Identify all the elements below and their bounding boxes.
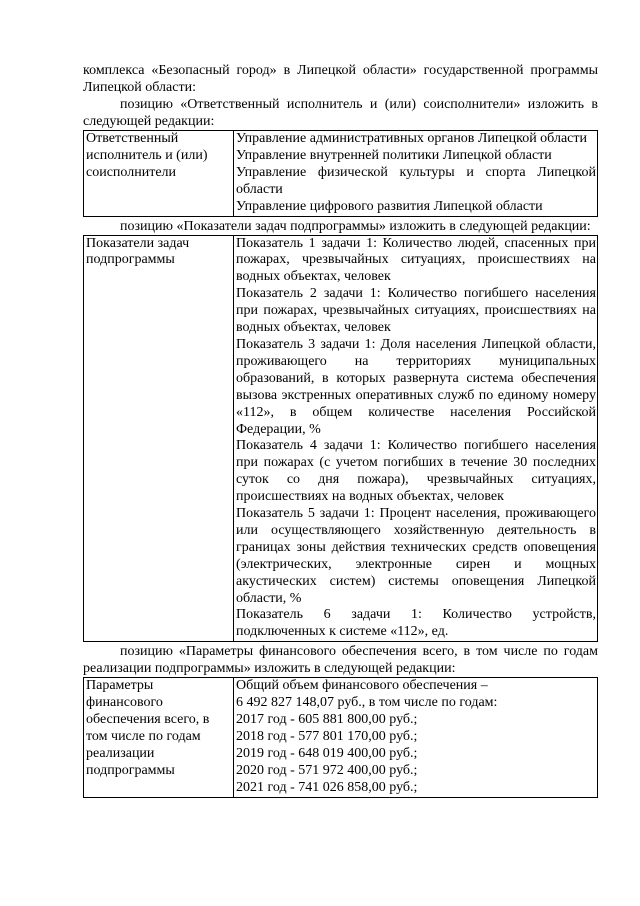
- table-label-cell: Ответственный исполнитель и (или) соисполнители: [84, 131, 234, 217]
- list-item: 2017 год - 605 881 800,00 руб.;: [236, 712, 418, 728]
- table-row: [84, 235, 598, 642]
- list-item: Управление внутренней политики Липецкой области: [236, 147, 552, 163]
- table-financing: [83, 677, 598, 797]
- list-item: Показатель 5 задачи 1: Процент населения, проживающего или осуществляющего хозяйственную деятельность в границах зоны действия технических средств оповещения (электрических, электронные сирен и мощных акустических систем) системы оповещения Липецкой области, %: [236, 506, 596, 606]
- list-item: Показатель 2 задачи 1: Количество погибшего населения при пожарах, чрезвычайных ситуациях, происшествиях на водных объектах, человек: [236, 286, 596, 336]
- table-row: [84, 678, 598, 797]
- list-item: Управление цифрового развития Липецкой области: [236, 198, 543, 214]
- list-item: 2019 год - 648 019 400,00 руб.;: [236, 745, 418, 761]
- instruction-responsible: позицию «Ответственный исполнитель и (или) соисполнители» изложить в следующей редакции:: [83, 97, 598, 129]
- list-item: 2020 год - 571 972 400,00 руб.;: [236, 762, 418, 778]
- table-row: [84, 131, 598, 217]
- instruction-financing: позицию «Параметры финансового обеспечения всего, в том числе по годам реализации подпрограммы» изложить в следующей редакции:: [83, 644, 598, 677]
- list-item: Управление административных органов Липецкой области: [236, 131, 587, 146]
- document-page: [83, 62, 598, 798]
- table-value-cell: [234, 235, 598, 642]
- list-item: Показатель 4 задачи 1: Количество погибшего населения при пожарах (с учетом погибших в течение 30 последних суток со дня пожара), чрезвычайных ситуациях, происшествиях на водных объектах, человек: [236, 438, 596, 505]
- list-item: Показатель 3 задачи 1: Доля населения Липецкой области, проживающего на территориях муниципальных образований, в которых развернута система обеспечения вызова экстренных оперативных служб по единому номеру «112», в общем количестве населения Российской Федерации, %: [236, 336, 596, 437]
- table-label-cell: Показатели задач подпрограммы: [84, 235, 234, 642]
- instruction-indicators: позицию «Показатели задач подпрограммы» изложить в следующей редакции:: [120, 218, 591, 234]
- table-label-cell: Параметры финансового обеспечения всего, в том числе по годам реализации подпрограммы: [84, 678, 234, 797]
- list-item: 2018 год - 577 801 170,00 руб.;: [236, 729, 418, 744]
- list-item: 6 492 827 148,07 руб., в том числе по годам:: [236, 695, 498, 711]
- table-value-cell: [234, 131, 598, 217]
- list-item: Показатель 1 задачи 1: Количество людей, спасенных при пожарах, чрезвычайных ситуациях, происшествиях на водных объектах, человек: [236, 235, 596, 285]
- table-indicators: [83, 235, 598, 643]
- list-item: Общий объем финансового обеспечения –: [236, 678, 488, 694]
- list-item: Показатель 6 задачи 1: Количество устройств, подключенных к системе «112», ед.: [236, 607, 596, 640]
- table-value-cell: [234, 678, 598, 797]
- list-item: Управление физической культуры и спорта Липецкой области: [236, 164, 596, 197]
- list-item: 2021 год - 741 026 858,00 руб.;: [236, 779, 418, 795]
- intro-paragraph: комплекса «Безопасный город» в Липецкой области» государственной программы Липецкой области:: [83, 63, 598, 95]
- table-responsible: [83, 130, 598, 217]
